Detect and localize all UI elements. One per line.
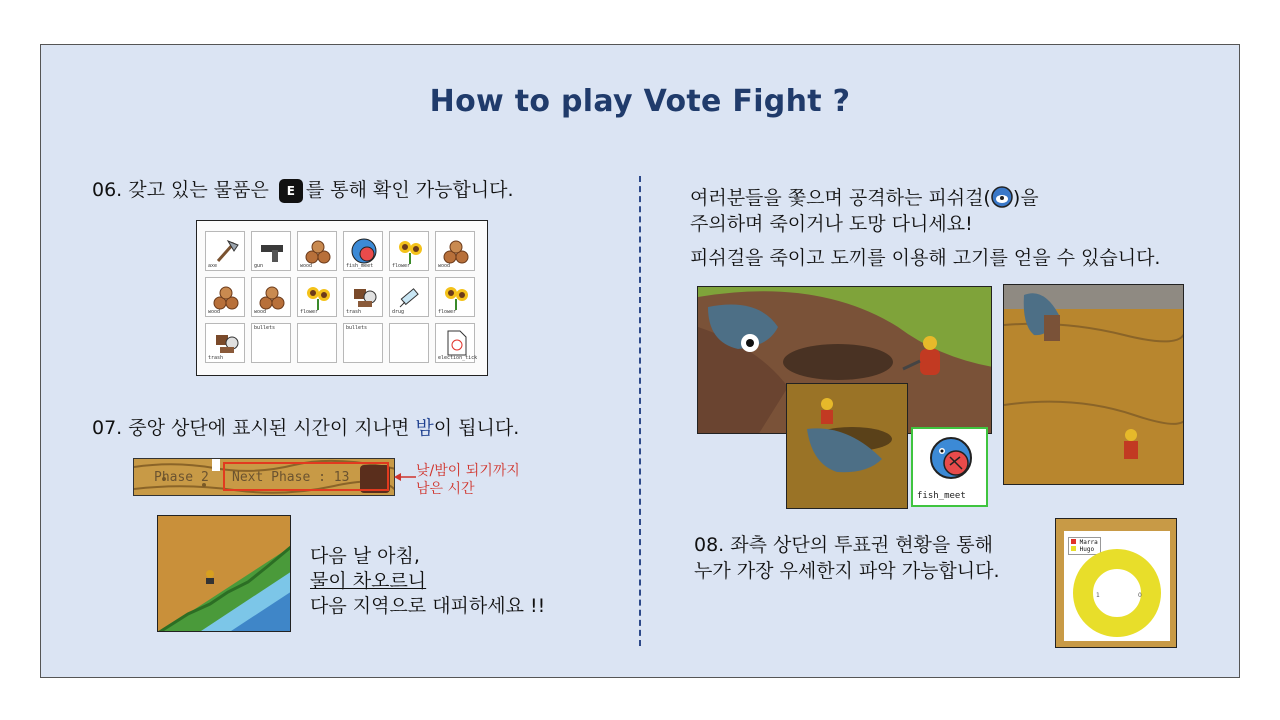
- vote-status-screenshot: [1055, 518, 1177, 648]
- vote-donut-chart: [1064, 531, 1170, 641]
- inventory-slot[interactable]: [205, 277, 245, 317]
- fishgirl-scene-inset: [787, 384, 908, 509]
- next-phase-timer: Next Phase : 13: [232, 470, 350, 485]
- inventory-slot[interactable]: [435, 323, 478, 363]
- inventory-slot[interactable]: [251, 231, 291, 271]
- inventory-slot-label: bullets: [254, 325, 276, 331]
- morning-line3: 다음 지역으로 대피하세요 !!: [310, 595, 546, 617]
- night-highlight: 밤: [415, 417, 434, 439]
- vote-panel: [1064, 531, 1170, 641]
- inventory-slot-label: drug: [392, 309, 405, 315]
- inventory-slot[interactable]: [205, 323, 245, 363]
- section-08-line1: 08. 좌측 상단의 투표권 현황을 통해: [694, 534, 994, 556]
- donut-value-right: 0: [1138, 592, 1142, 599]
- donut-value-left: 1: [1096, 592, 1100, 599]
- fishgirl-icon: [991, 186, 1013, 208]
- arrow-left-icon: [394, 470, 418, 484]
- e-key-icon: E: [279, 179, 303, 203]
- inventory-slot[interactable]: [435, 231, 475, 271]
- inventory-slot[interactable]: [251, 323, 291, 363]
- inventory-slot[interactable]: [343, 277, 383, 317]
- inventory-slot-label: wood: [438, 263, 451, 269]
- section-08-text: [694, 532, 1000, 584]
- inventory-slot-label: trash: [346, 309, 362, 315]
- legend-marra: Marra: [1079, 539, 1098, 546]
- page-title: How to play Vote Fight ?: [429, 84, 851, 119]
- fishgirl-screenshot-right: [1003, 284, 1184, 485]
- section-07-text: [92, 416, 519, 440]
- inventory-slot[interactable]: [343, 231, 383, 271]
- section-06-text-after: 를 통해 확인 가능합니다.: [305, 179, 514, 201]
- inventory-slot[interactable]: [297, 231, 337, 271]
- section-08-line2: 누가 가장 우세한지 파악 가능합니다.: [694, 560, 1000, 582]
- inventory-slot-label: fish_meet: [346, 263, 374, 269]
- fish-meat-icon: [926, 435, 976, 481]
- section-07-text-after: 이 됩니다.: [433, 417, 520, 439]
- inventory-slot[interactable]: [297, 323, 337, 363]
- flood-screenshot: [157, 515, 291, 632]
- inventory-slot-label: bullets: [346, 325, 368, 331]
- inventory-slot[interactable]: [343, 323, 383, 363]
- inventory-slot-label: flower: [392, 263, 411, 269]
- fishgirl-line1: [690, 186, 1039, 210]
- fishgirl-line1-end: )을: [1012, 187, 1039, 209]
- inventory-slot-label: axe: [208, 263, 218, 269]
- column-divider: [639, 176, 641, 646]
- inventory-slot[interactable]: [389, 231, 429, 271]
- flood-scene: [158, 516, 291, 632]
- morning-warning: [310, 544, 545, 619]
- inventory-panel: [196, 220, 488, 376]
- fishgirl-line1-text: 여러분들을 쫓으며 공격하는 피쉬걸(: [690, 187, 991, 209]
- section-07-text-before: 07. 중앙 상단에 표시된 시간이 지나면: [92, 417, 416, 439]
- fish-meat-label: fish_meet: [917, 491, 966, 501]
- inventory-slot[interactable]: [389, 323, 429, 363]
- section-06-text-before: 06. 갖고 있는 물품은: [92, 179, 269, 201]
- legend-hugo: Hugo: [1079, 546, 1095, 553]
- inventory-slot[interactable]: [389, 277, 429, 317]
- timer-callout: [416, 462, 520, 498]
- timer-callout-line2: 남은 시간: [416, 481, 475, 497]
- inventory-slot-label: flower: [438, 309, 457, 315]
- morning-line2: 물이 차오르니: [310, 570, 427, 592]
- inventory-slot-label: trash: [208, 355, 224, 361]
- inventory-slot-label: flower: [300, 309, 319, 315]
- timer-callout-line1: 낮/밤이 되기까지: [416, 463, 520, 479]
- inventory-slot[interactable]: [205, 231, 245, 271]
- phase-label: Phase 2: [154, 470, 209, 485]
- fishgirl-line3: 피쉬걸을 죽이고 도끼를 이용해 고기를 얻을 수 있습니다.: [690, 247, 1161, 269]
- inventory-slot-label: wood: [300, 263, 313, 269]
- section-06-text: [92, 178, 514, 203]
- inventory-slot-label: gun: [254, 263, 264, 269]
- fishgirl-line2: 주의하며 죽이거나 도망 다니세요!: [690, 213, 973, 235]
- inventory-slot-label: election_tick: [438, 355, 478, 361]
- inventory-slot[interactable]: [297, 277, 337, 317]
- inventory-slot[interactable]: [251, 277, 291, 317]
- fish-meat-item-card: [911, 427, 988, 507]
- fishgirl-screenshot-inset: [786, 383, 908, 509]
- inventory-slot[interactable]: [435, 277, 475, 317]
- inventory-slot-label: wood: [208, 309, 221, 315]
- timer-bar-screenshot: [133, 458, 395, 496]
- inventory-slot-label: wood: [254, 309, 267, 315]
- morning-line1: 다음 날 아침,: [310, 545, 420, 567]
- fishgirl-scene-right: [1004, 285, 1184, 485]
